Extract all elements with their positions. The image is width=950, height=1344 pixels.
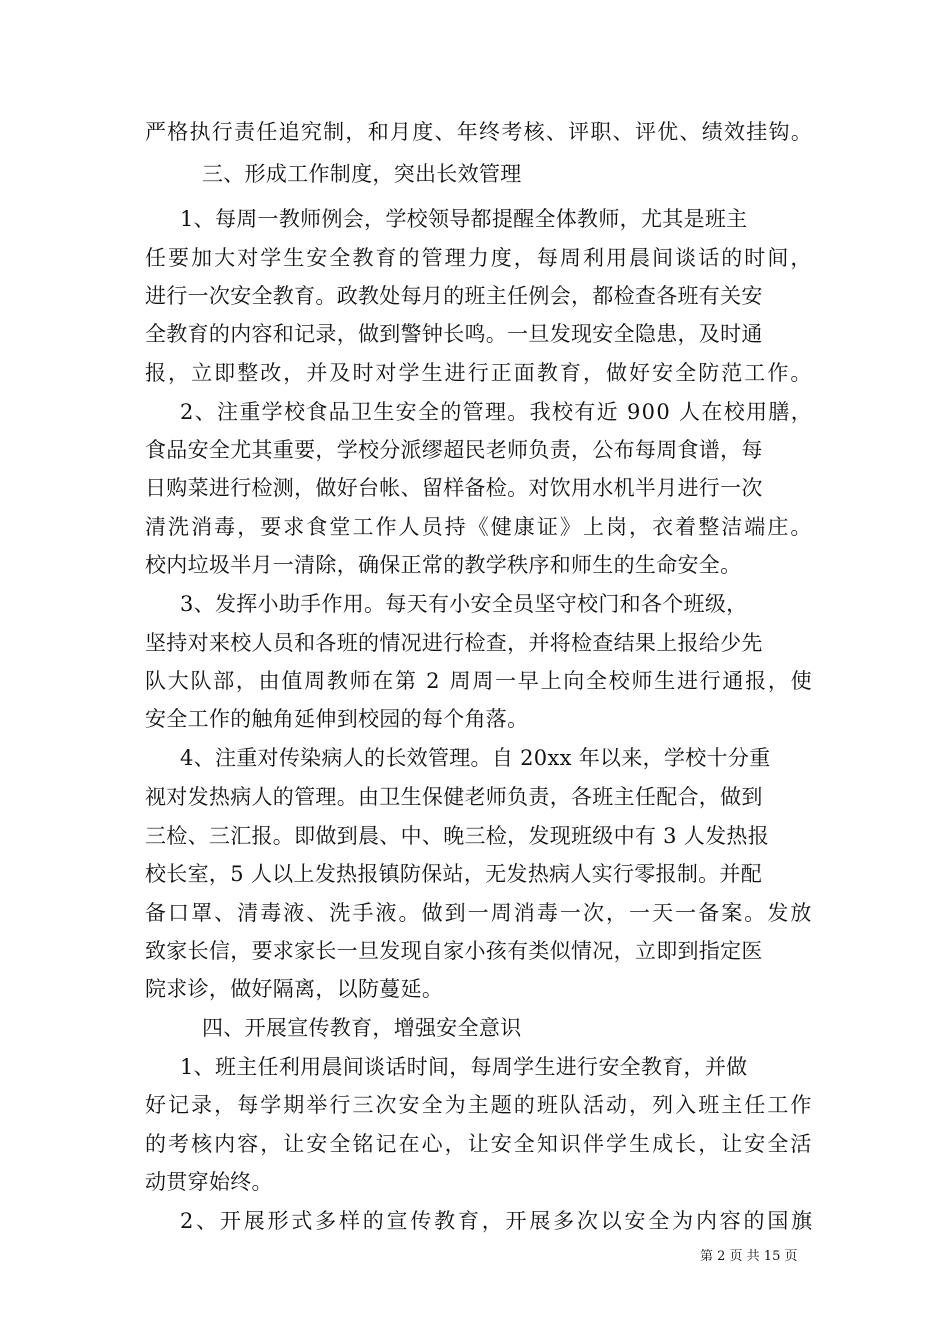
text-line: 清洗消毒，要求食堂工作人员持《健康证》上岗，衣着整洁端庄。 (145, 515, 814, 539)
text-line: 1、每周一教师例会，学校领导都提醒全体教师，尤其是班主 (180, 207, 748, 231)
text-line: 3、发挥小助手作用。每天有小安全员坚守校门和各个班级， (180, 592, 748, 616)
text-line: 队大队部，由值周教师在第 2 周周一早上向全校师生进行通报，使 (145, 669, 814, 693)
text-line: 进行一次安全教育。政教处每月的班主任例会，都检查各班有关安 (145, 284, 763, 308)
text-line: 4、注重对传染病人的长效管理。自 20xx 年以来，学校十分重 (180, 746, 771, 770)
text-line: 报，立即整改，并及时对学生进行正面教育，做好安全防范工作。 (145, 361, 814, 385)
text-line: 2、开展形式多样的宣传教育，开展多次以安全为内容的国旗 (180, 1209, 815, 1233)
text-line: 好记录，每学期举行三次安全为主题的班队活动，列入班主任工作 (145, 1093, 814, 1117)
text-line: 的考核内容，让安全铭记在心，让安全知识伴学生成长，让安全活 (145, 1132, 814, 1156)
text-line: 全教育的内容和记录，做到警钟长鸣。一旦发现安全隐患，及时通 (145, 322, 763, 346)
text-line: 动贯穿始终。 (145, 1170, 273, 1194)
text-line: 严格执行责任追究制，和月度、年终考核、评职、评优、绩效挂钩。 (145, 120, 814, 144)
text-line: 视对发热病人的管理。由卫生保健老师负责，各班主任配合，做到 (145, 785, 763, 809)
text-line: 坚持对来校人员和各班的情况进行检查，并将检查结果上报给少先 (145, 631, 763, 655)
text-line: 任要加大对学生安全教育的管理力度，每周利用晨间谈话的时间， (145, 246, 814, 270)
text-line: 三、形成工作制度，突出长效管理 (202, 162, 522, 186)
text-line: 四、开展宣传教育，增强安全意识 (202, 1016, 522, 1040)
text-line: 2、注重学校食品卫生安全的管理。我校有近 900 人在校用膳， (180, 400, 814, 424)
page-footer: 第 2 页 共 15 页 (700, 1249, 798, 1264)
text-line: 三检、三汇报。即做到晨、中、晚三检，发现班级中有 3 人发热报 (145, 824, 770, 848)
text-line: 校内垃圾半月一清除，确保正常的教学秩序和师生的生命安全。 (145, 553, 742, 577)
text-line: 致家长信，要求家长一旦发现自家小孩有类似情况，立即到指定医 (145, 939, 763, 963)
text-line: 食品安全尤其重要，学校分派缪超民老师负责，公布每周食谱，每 (145, 438, 763, 462)
text-line: 备口罩、清毒液、洗手液。做到一周消毒一次，一天一备案。发放 (145, 901, 814, 925)
text-line: 校长室，5 人以上发热报镇防保站，无发热病人实行零报制。并配 (145, 862, 763, 886)
text-line: 日购菜进行检测，做好台帐、留样备检。对饮用水机半月进行一次 (145, 476, 763, 500)
text-line: 安全工作的触角延伸到校园的每个角落。 (145, 707, 529, 731)
text-line: 院求诊，做好隔离，以防蔓延。 (145, 977, 444, 1001)
text-line: 1、班主任利用晨间谈话时间，每周学生进行安全教育，并做 (180, 1055, 748, 1079)
